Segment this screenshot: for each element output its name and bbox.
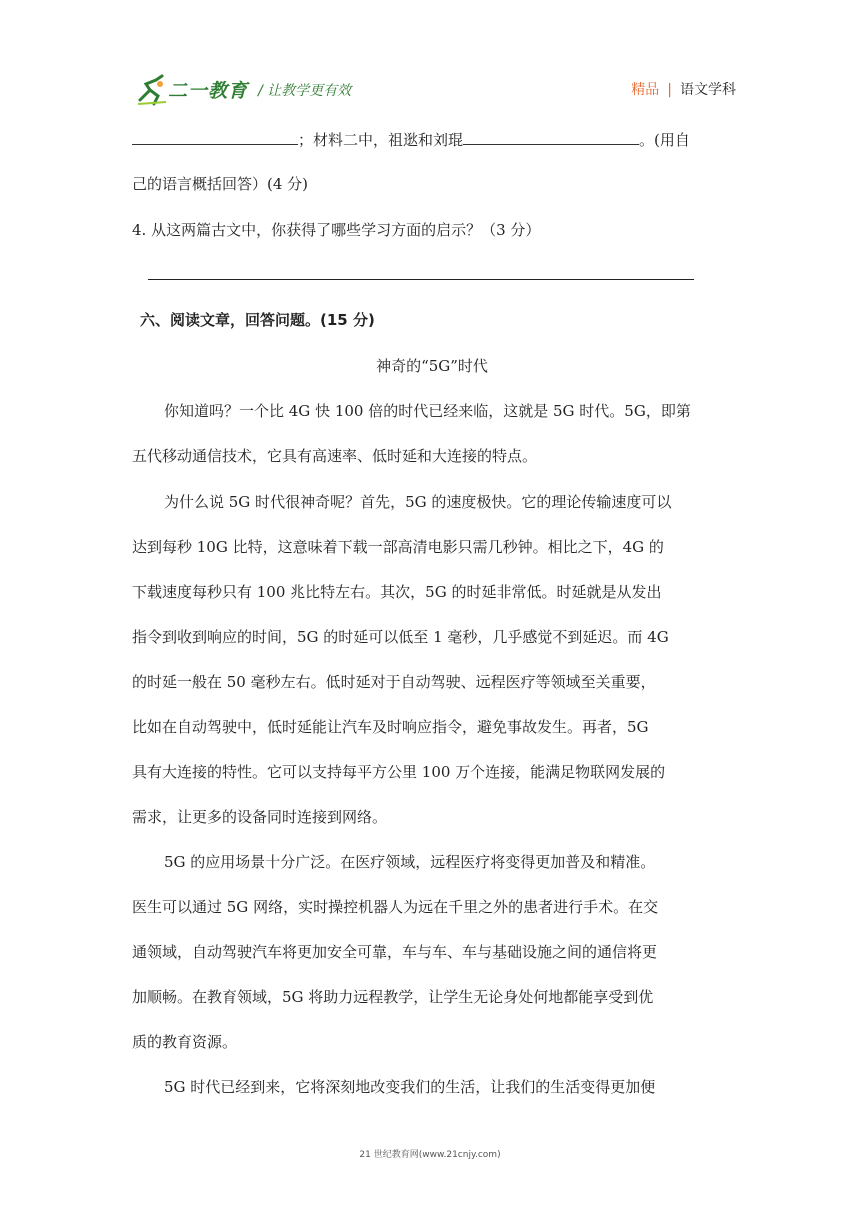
answer-blank-1[interactable]: [132, 128, 298, 145]
logo-text: 二一教育: [168, 80, 249, 102]
article-line: 比如在自动驾驶中，低时延能让汽车及时响应指令，避免事故发生。再者，5G: [132, 718, 649, 736]
article-line: 5G 的应用场景十分广泛。在医疗领域，远程医疗将变得更加普及和精准。: [164, 853, 656, 871]
article-line: 为什么说 5G 时代很神奇呢？首先，5G 的速度极快。它的理论传输速度可以: [164, 493, 672, 511]
article-title: 神奇的“5G”时代: [376, 357, 488, 375]
header-separator: |: [667, 82, 672, 98]
article-line: 指令到收到响应的时间，5G 的时延可以低至 1 毫秒，几乎感觉不到延迟。而 4G: [132, 628, 669, 646]
article-line: 具有大连接的特性。它可以支持每平方公里 100 万个连接，能满足物联网发展的: [132, 763, 666, 781]
article-line: 五代移动通信技术，它具有高速率、低时延和大连接的特点。: [132, 447, 538, 465]
q3-mid-text: ；材料二中，祖逖和刘琨: [298, 131, 464, 149]
quality-badge: 精品: [631, 82, 660, 98]
q3-line1: [132, 128, 732, 150]
article-line: 你知道吗？一个比 4G 快 100 倍的时代已经来临，这就是 5G 时代。5G，即第: [164, 402, 691, 420]
q4-answer-line[interactable]: [148, 279, 694, 280]
answer-blank-2[interactable]: [463, 128, 639, 145]
slogan: / 让教学更有效: [258, 83, 352, 99]
article-line: 质的教育资源。: [132, 1033, 238, 1051]
article-line: 下载速度每秒只有 100 兆比特左右。其次，5G 的时延非常低。时延就是从发出: [132, 583, 662, 601]
runner-logo-icon: [136, 72, 170, 106]
section-6-heading: 六、阅读文章，回答问题。(15 分): [140, 311, 375, 329]
subject-label: 语文学科: [680, 82, 736, 98]
article-line: 的时延一般在 50 毫秒左右。低时延对于自动驾驶、远程医疗等领域至关重要，: [132, 673, 656, 691]
header-right: [631, 79, 736, 99]
article-line: 医生可以通过 5G 网络，实时操控机器人为远在千里之外的患者进行手术。在交: [132, 898, 659, 916]
q4-question: 4. 从这两篇古文中，你获得了哪些学习方面的启示？（3 分）: [132, 221, 541, 239]
article-line: 通领域，自动驾驶汽车将更加安全可靠，车与车、车与基础设施之间的通信将更: [132, 943, 658, 961]
q3-end-text: 。(用自: [639, 131, 690, 149]
page-header: [136, 70, 736, 110]
q3-line2: 己的语言概括回答）(4 分): [132, 175, 309, 193]
article-line: 加顺畅。在教育领域，5G 将助力远程教学，让学生无论身处何地都能享受到优: [132, 988, 654, 1006]
article-line: 5G 时代已经到来，它将深刻地改变我们的生活，让我们的生活变得更加便: [164, 1078, 656, 1096]
article-line: 达到每秒 10G 比特，这意味着下载一部高清电影只需几秒钟。相比之下，4G 的: [132, 538, 664, 556]
logo: [136, 72, 250, 106]
page-footer: 21 世纪教育网(www.21cnjy.com): [359, 1150, 501, 1160]
article-line: 需求，让更多的设备同时连接到网络。: [132, 808, 388, 826]
